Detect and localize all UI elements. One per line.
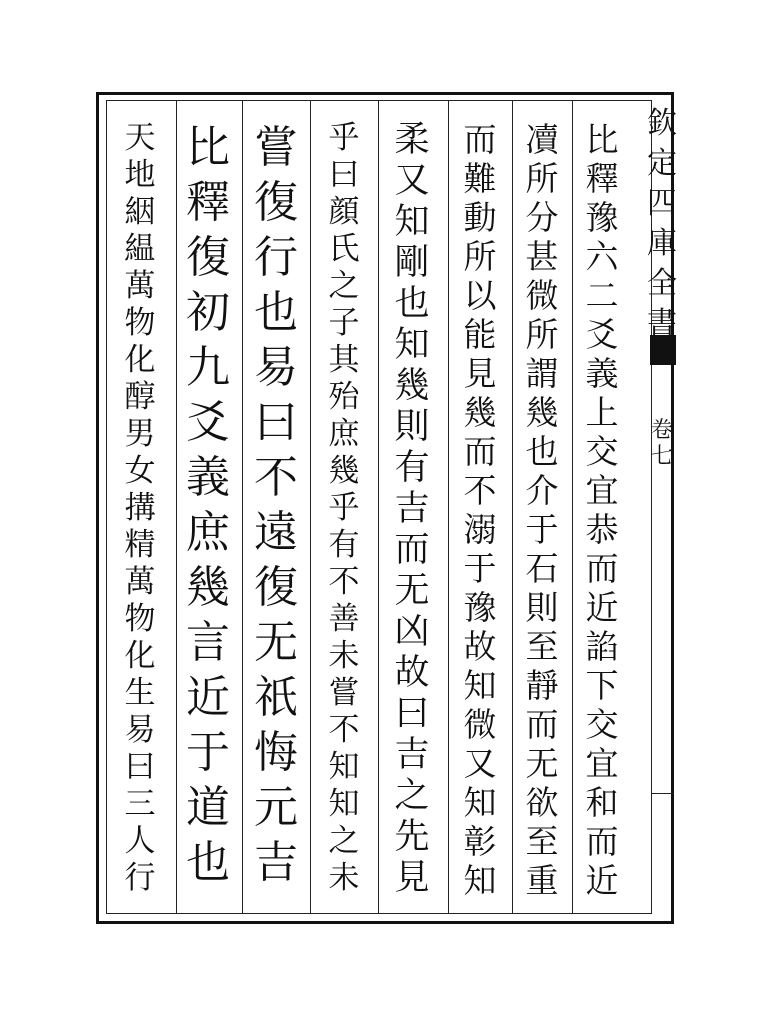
column-divider: [448, 100, 449, 914]
text-char: 行: [124, 860, 156, 896]
margin-char: 定: [647, 146, 677, 181]
text-char: 知: [463, 861, 497, 900]
text-char: 近: [585, 588, 619, 627]
text-char: 于: [463, 549, 497, 588]
text-char: 故: [463, 627, 497, 666]
text-char: 化: [124, 342, 156, 378]
text-char: 吉: [254, 837, 298, 888]
margin-char: 卷: [650, 418, 673, 443]
text-char: 宜: [585, 471, 619, 510]
text-char: 微: [525, 276, 559, 315]
text-char: 又: [463, 744, 497, 783]
text-char: 殆: [328, 379, 360, 415]
volume-label: [640, 418, 684, 470]
text-char: 能: [463, 315, 497, 354]
text-char: 則: [394, 407, 430, 447]
text-char: 比: [585, 120, 619, 159]
text-char: 化: [124, 638, 156, 674]
text-char: 祇: [254, 672, 298, 723]
text-char: 先: [394, 817, 430, 857]
text-char: 之: [394, 776, 430, 816]
text-char: 分: [525, 198, 559, 237]
text-char: 而: [394, 530, 430, 570]
text-char: 天: [124, 120, 156, 156]
text-char: 曰: [394, 694, 430, 734]
text-char: 知: [394, 202, 430, 242]
margin-char: 全: [647, 266, 677, 301]
text-char: 見: [394, 858, 430, 898]
text-char: 所: [463, 237, 497, 276]
margin-char: 庫: [647, 226, 677, 261]
text-char: 知: [463, 666, 497, 705]
text-char: 所: [525, 159, 559, 198]
text-char: 萬: [124, 564, 156, 600]
column-divider: [310, 100, 311, 914]
text-char: 吉: [394, 489, 430, 529]
text-column: [382, 120, 442, 910]
text-char: 嘗: [328, 675, 360, 711]
text-char: 不: [254, 452, 298, 503]
text-char: 介: [525, 471, 559, 510]
text-char: 不: [328, 712, 360, 748]
text-char: 近: [585, 861, 619, 900]
text-char: 元: [254, 782, 298, 833]
text-char: 知: [463, 783, 497, 822]
text-char: 至: [525, 627, 559, 666]
text-char: 醇: [124, 379, 156, 415]
text-char: 絪: [124, 194, 156, 230]
text-char: 義: [186, 452, 230, 503]
text-char: 知: [328, 749, 360, 785]
text-char: 道: [186, 782, 230, 833]
text-char: 釋: [585, 159, 619, 198]
text-char: 吉: [394, 735, 430, 775]
text-char: 石: [525, 549, 559, 588]
text-char: 也: [254, 287, 298, 338]
text-char: 搆: [124, 490, 156, 526]
column-divider: [176, 100, 177, 914]
text-char: 曰: [328, 157, 360, 193]
margin-title: [640, 104, 684, 364]
text-char: 幾: [328, 453, 360, 489]
text-char: 復: [254, 562, 298, 613]
text-char: 易: [124, 712, 156, 748]
column-divider: [378, 100, 379, 914]
text-char: 欲: [525, 783, 559, 822]
text-char: 嘗: [254, 122, 298, 173]
margin-char: 書: [647, 306, 677, 341]
text-char: 下: [585, 666, 619, 705]
text-char: 三: [124, 786, 156, 822]
text-char: 乎: [328, 120, 360, 156]
text-char: 幾: [525, 393, 559, 432]
text-char: 乎: [328, 490, 360, 526]
text-char: 未: [328, 638, 360, 674]
text-char: 重: [525, 861, 559, 900]
text-char: 彰: [463, 822, 497, 861]
text-char: 近: [186, 672, 230, 723]
text-char: 萬: [124, 268, 156, 304]
text-char: 幾: [463, 393, 497, 432]
text-char: 恭: [585, 510, 619, 549]
text-char: 爻: [585, 315, 619, 354]
text-char: 緼: [124, 231, 156, 267]
margin-char: 欽: [647, 106, 677, 141]
text-char: 悔: [254, 727, 298, 778]
text-char: 釋: [186, 177, 230, 228]
margin-char: 七: [650, 444, 673, 469]
text-char: 无: [525, 744, 559, 783]
text-char: 而: [525, 705, 559, 744]
text-column: [314, 120, 374, 910]
text-char: 和: [585, 783, 619, 822]
text-char: 而: [463, 120, 497, 159]
text-char: 精: [124, 527, 156, 563]
text-column: [110, 120, 170, 910]
text-char: 豫: [463, 588, 497, 627]
text-char: 至: [525, 822, 559, 861]
text-char: 曰: [254, 397, 298, 448]
text-char: 有: [394, 448, 430, 488]
text-char: 甚: [525, 237, 559, 276]
text-char: 剛: [394, 243, 430, 283]
text-char: 易: [254, 342, 298, 393]
text-char: 復: [186, 232, 230, 283]
text-char: 六: [585, 237, 619, 276]
text-char: 復: [254, 177, 298, 228]
text-char: 知: [328, 786, 360, 822]
text-char: 行: [254, 232, 298, 283]
text-char: 物: [124, 601, 156, 637]
text-char: 爻: [186, 397, 230, 448]
text-column: [450, 120, 510, 910]
text-char: 之: [328, 268, 360, 304]
text-char: 動: [463, 198, 497, 237]
text-char: 幾: [186, 562, 230, 613]
text-char: 于: [186, 727, 230, 778]
text-char: 謂: [525, 354, 559, 393]
text-char: 則: [525, 588, 559, 627]
text-char: 二: [585, 276, 619, 315]
text-char: 物: [124, 305, 156, 341]
text-char: 知: [394, 325, 430, 365]
text-char: 也: [394, 284, 430, 324]
column-divider: [512, 100, 513, 914]
text-char: 而: [585, 822, 619, 861]
text-char: 交: [585, 705, 619, 744]
text-char: 九: [186, 342, 230, 393]
text-char: 言: [186, 617, 230, 668]
text-char: 以: [463, 276, 497, 315]
text-char: 凟: [525, 120, 559, 159]
text-char: 諂: [585, 627, 619, 666]
text-char: 地: [124, 157, 156, 193]
text-char: 見: [463, 354, 497, 393]
text-char: 无: [254, 617, 298, 668]
text-char: 幾: [394, 366, 430, 406]
column-divider: [242, 100, 243, 914]
text-char: 又: [394, 161, 430, 201]
text-char: 不: [463, 471, 497, 510]
text-char: 初: [186, 287, 230, 338]
text-char: 也: [525, 432, 559, 471]
text-column: [512, 120, 572, 910]
text-char: 所: [525, 315, 559, 354]
text-char: 也: [186, 837, 230, 888]
text-char: 義: [585, 354, 619, 393]
text-char: 溺: [463, 510, 497, 549]
text-char: 无: [394, 571, 430, 611]
text-char: 難: [463, 159, 497, 198]
text-char: 其: [328, 342, 360, 378]
text-char: 曰: [124, 749, 156, 785]
text-char: 豫: [585, 198, 619, 237]
text-char: 庶: [328, 416, 360, 452]
text-char: 不: [328, 564, 360, 600]
text-char: 故: [394, 653, 430, 693]
text-char: 善: [328, 601, 360, 637]
text-char: 而: [463, 432, 497, 471]
text-char: 子: [328, 305, 360, 341]
text-char: 生: [124, 675, 156, 711]
text-char: 于: [525, 510, 559, 549]
text-char: 之: [328, 823, 360, 859]
text-char: 而: [585, 549, 619, 588]
text-char: 氏: [328, 231, 360, 267]
text-column: [178, 120, 238, 910]
text-char: 宜: [585, 744, 619, 783]
text-column: [246, 120, 306, 910]
text-char: 柔: [394, 120, 430, 160]
text-char: 男: [124, 416, 156, 452]
text-char: 庶: [186, 507, 230, 558]
text-char: 顔: [328, 194, 360, 230]
text-char: 女: [124, 453, 156, 489]
text-char: 交: [585, 432, 619, 471]
margin-tick: [652, 793, 674, 794]
text-char: 遠: [254, 507, 298, 558]
text-char: 未: [328, 860, 360, 896]
margin-char: 四: [647, 186, 677, 221]
text-char: 靜: [525, 666, 559, 705]
text-char: 比: [186, 122, 230, 173]
text-column: [572, 120, 632, 910]
text-char: 人: [124, 823, 156, 859]
text-char: 上: [585, 393, 619, 432]
column-divider: [572, 100, 573, 914]
text-char: 有: [328, 527, 360, 563]
text-char: 凶: [394, 612, 430, 652]
text-char: 微: [463, 705, 497, 744]
